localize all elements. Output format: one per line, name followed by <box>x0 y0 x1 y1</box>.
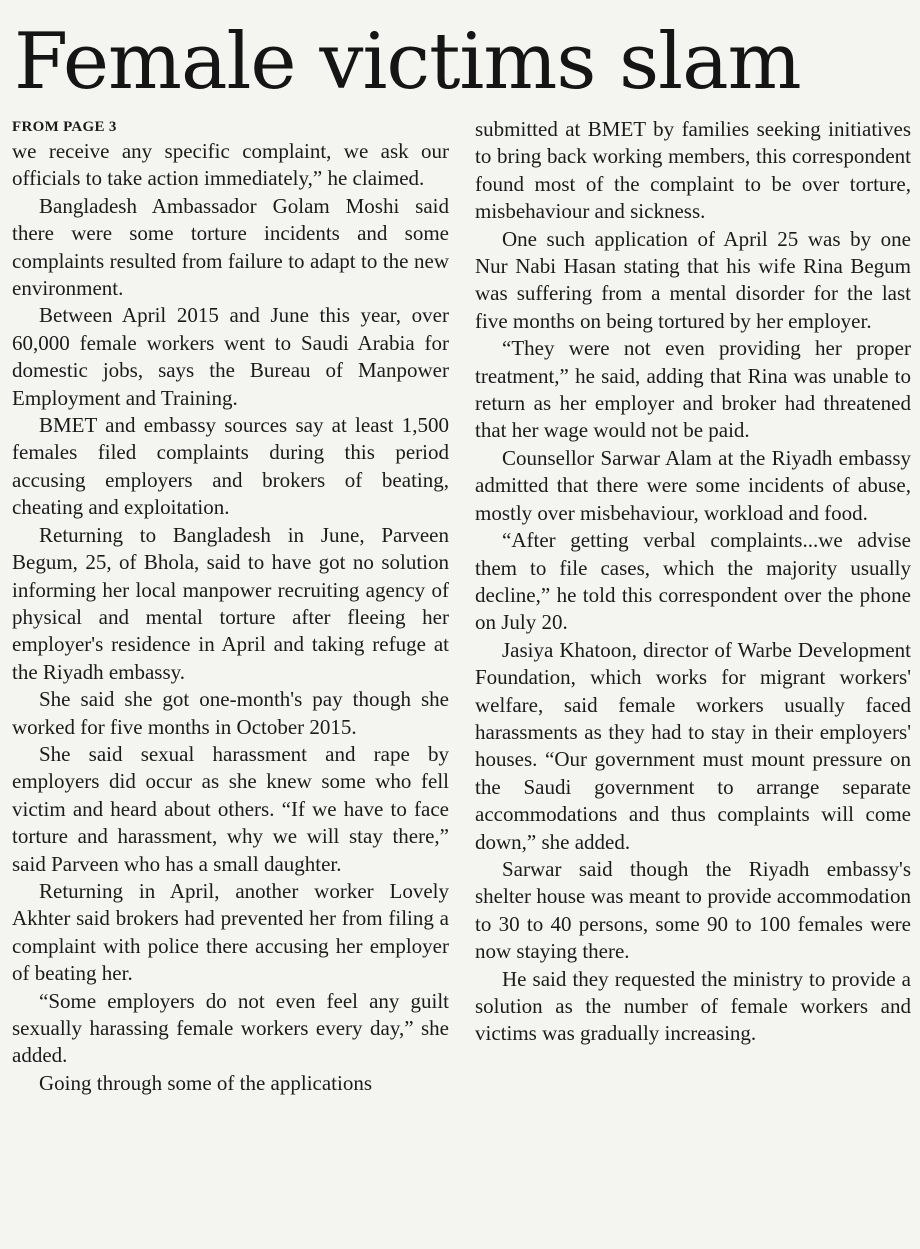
paragraph: She said she got one-month's pay though she worked for five months in October 2015. <box>12 687 449 739</box>
headline: Female victims slam <box>14 17 801 107</box>
paragraph: BMET and embassy sources say at least 1,500 females filed complaints during this period accusing employers and brokers of beating, cheating and exploitation. <box>12 413 449 520</box>
paragraph: Sarwar said though the Riyadh embassy's shelter house was meant to provide accommodation to 30 to 40 persons, some 90 to 100 females were now staying there. <box>475 856 911 964</box>
paragraph: Returning to Bangladesh in June, Parveen Begum, 25, of Bhola, said to have got no solution informing her local manpower recruiting agency of physical and mental torture after fleeing her employer's residence in April and taking refuge at the Riyadh embassy. <box>12 522 449 684</box>
paragraph: She said sexual harassment and rape by employers did occur as she knew some who fell victim and heard about others. “If we have to face torture and harassment, why we will stay there,” said Parveen who has a small daughter. <box>12 741 449 876</box>
paragraph: Between April 2015 and June this year, over 60,000 female workers went to Saudi Arabia for domestic jobs, says the Bureau of Manpower Employment and Training. <box>12 303 449 410</box>
article-column-left <box>12 116 449 1097</box>
paragraph: Going through some of the applications <box>39 1070 373 1095</box>
paragraph: “They were not even providing her proper treatment,” he said, adding that Rina was unable to return as her employer and broker had threatened that her wage would not be paid. <box>475 336 911 443</box>
paragraph: submitted at BMET by families seeking initiatives to bring back working members, this correspondent found most of the complaint to be over torture, misbehaviour and sickness. <box>475 117 911 224</box>
paragraph: Counsellor Sarwar Alam at the Riyadh embassy admitted that there were some incidents of abuse, mostly over misbehaviour, workload and food. <box>475 445 911 525</box>
paragraph: “Some employers do not even feel any guilt sexually harassing female workers every day,” she added. <box>12 988 449 1068</box>
paragraph: Jasiya Khatoon, director of Warbe Development Foundation, which works for migrant workers' welfare, said female workers usually faced harassments as they had to stay in their employers' houses. “Our government must mount pressure on the Saudi government to arrange separate accommodations and thus complaints will come down,” she added. <box>475 637 911 854</box>
paragraph: One such application of April 25 was by one Nur Nabi Hasan stating that his wife Rina Begum was suffering from a mental disorder for the last five months on being tortured by her employer. <box>475 226 911 333</box>
continued-from-label: FROM PAGE 3 <box>12 119 117 135</box>
paragraph: Returning in April, another worker Lovely Akhter said brokers had prevented her from filing a complaint with police there accusing her employer of beating her. <box>12 878 449 986</box>
paragraph: He said they requested the ministry to provide a solution as the number of female workers and victims was gradually increasing. <box>475 966 911 1046</box>
paragraph: Bangladesh Ambassador Golam Moshi said there were some torture incidents and some complaints resulted from failure to adapt to the new environment. <box>12 193 449 301</box>
article-column-right <box>475 116 911 1048</box>
paragraph: “After getting verbal complaints...we advise them to file cases, which the majority usually decline,” he told this correspondent over the phone on July 20. <box>475 528 911 635</box>
paragraph: we receive any specific complaint, we ask our officials to take action immediately,” he claimed. <box>12 139 449 191</box>
